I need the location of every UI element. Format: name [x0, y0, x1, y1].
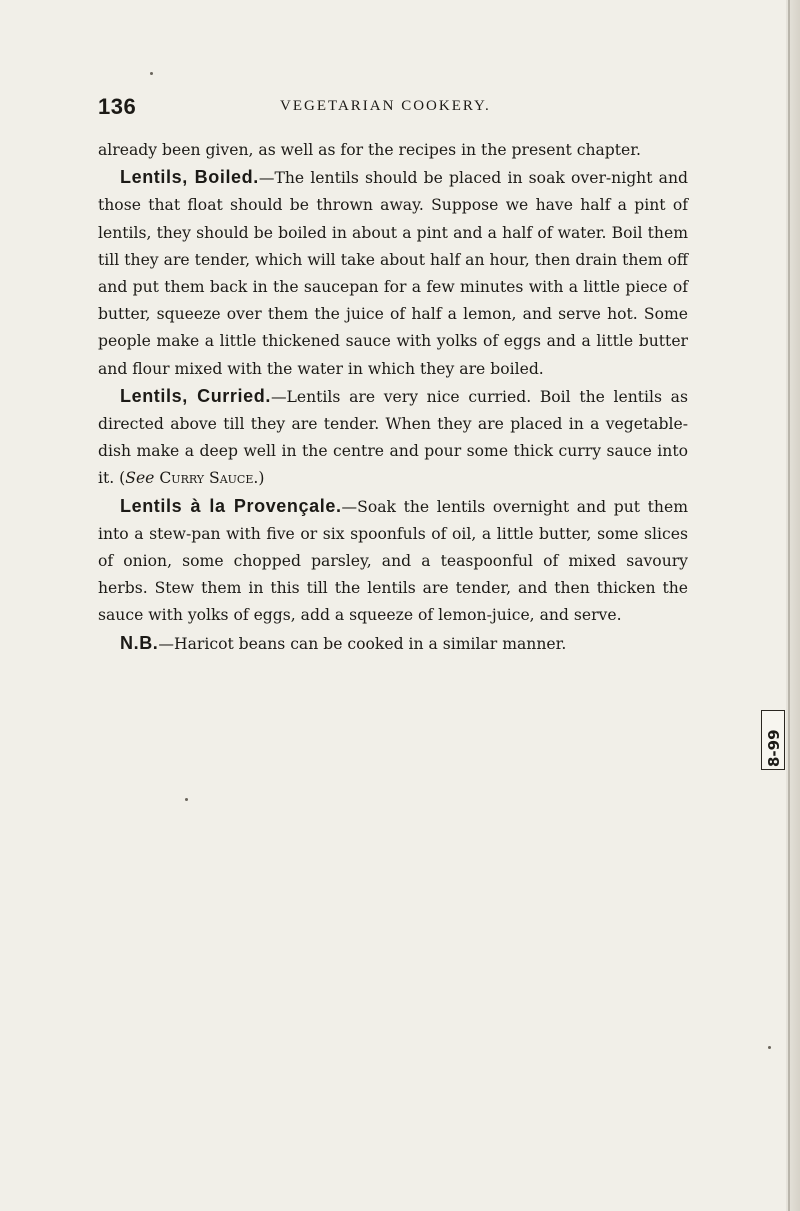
close-paren: ) — [258, 469, 265, 488]
recipe-heading: Lentils, Curried. — [120, 385, 271, 406]
paper-speck — [185, 798, 188, 801]
recipe-body: —Soak the lentils overnight and put them into a stew-pan with five or six spoonfuls of oil, a little butter, some slices of onion, some chopped parsley, and a teaspoonful of mixed savoury herbs. Stew them in this till the lentils are tender, and then thicken the sauce with yolks of eggs, add a squeeze of lemon-juice, and serve. — [98, 497, 688, 625]
paper-speck — [768, 1046, 771, 1049]
cross-reference: Curry Sauce. — [159, 469, 259, 488]
recipe-lentils-provencale — [98, 493, 688, 630]
page-text — [98, 137, 688, 658]
note-label: N.B. — [120, 632, 159, 653]
recipe-lentils-boiled — [98, 164, 688, 383]
recipe-heading: Lentils, Boiled. — [120, 167, 259, 188]
paper-speck — [150, 72, 153, 75]
recipe-heading: Lentils à la Provençale. — [120, 495, 342, 516]
recipe-body: —Lentils are very nice curried. Boil the lentils as directed above till they are tender. When they are placed in a vegetable-dish make a deep well in the centre and pour some thick curry sauce into it. ( — [98, 387, 688, 488]
recipe-body: —The lentils should be placed in soak over-night and those that float should be thrown away. Suppose we have half a pint of lentils, they should be boiled in about a pint and a half of water. Boil them till they are tender, which will take about half an hour, then drain them off and put them back in the saucepan for a few minutes with a little piece of butter, squeeze over them the juice of half a lemon, and serve hot. Some people make a little thickened sauce with yolks of eggs and a little butter and flour mixed with the water in which they are boiled. — [98, 169, 688, 378]
page-number: 136 — [98, 94, 137, 119]
stamp-text: 8-99 — [765, 729, 783, 767]
running-title: VEGETARIAN COOKERY. — [280, 98, 491, 114]
see-reference: See — [125, 469, 155, 488]
recipe-lentils-curried — [98, 383, 688, 493]
note-body: —Haricot beans can be cooked in a similar manner. — [158, 634, 567, 653]
intro-paragraph: already been given, as well as for the recipes in the present chapter. — [98, 141, 641, 159]
note-paragraph — [98, 630, 688, 658]
page-edge-line — [788, 0, 790, 1211]
library-stamp — [761, 710, 785, 770]
page-header — [98, 94, 698, 124]
